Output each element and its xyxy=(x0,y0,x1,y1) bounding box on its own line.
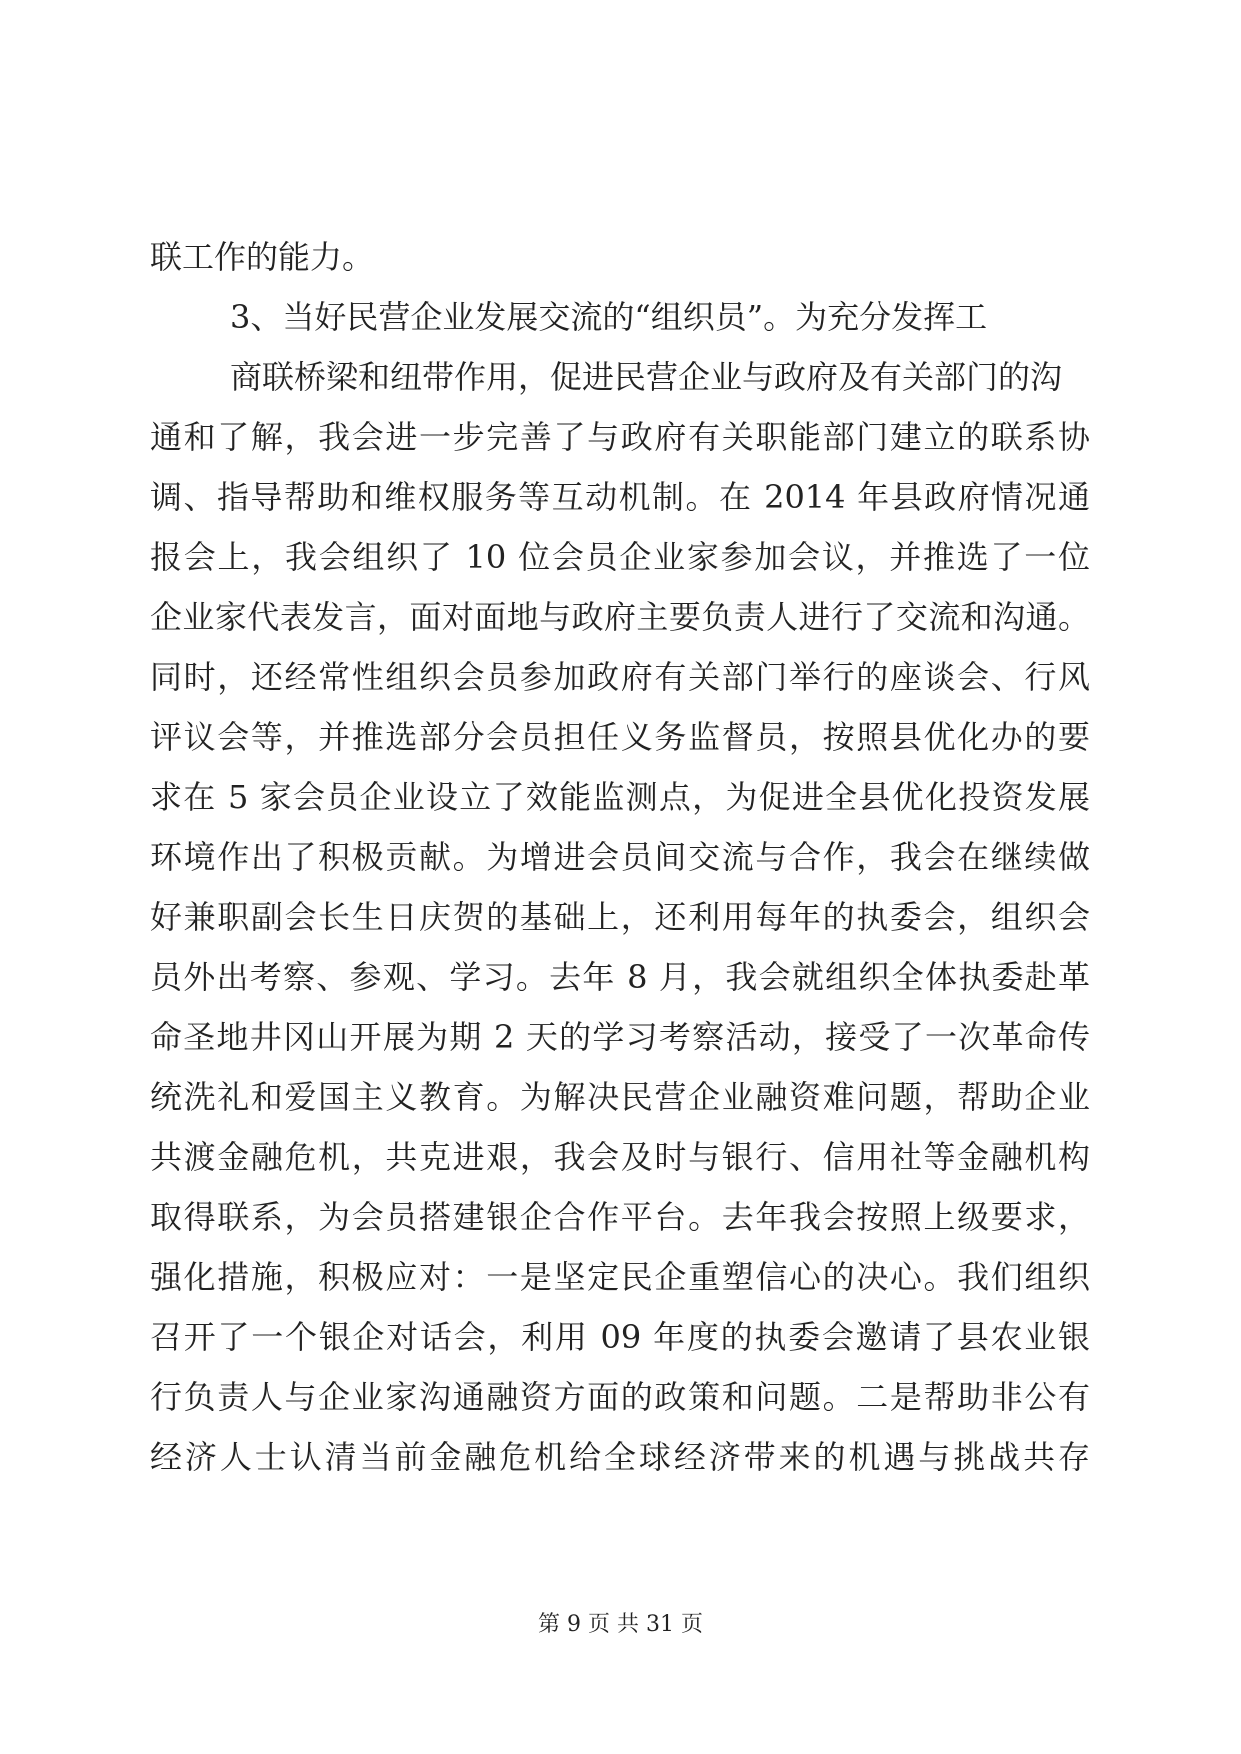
page-footer xyxy=(0,1610,1241,1640)
text-line: 好兼职副会长生日庆贺的基础上，还利用每年的执委会，组织会 xyxy=(150,898,1090,936)
text-line: 同时，还经常性组织会员参加政府有关部门举行的座谈会、行风 xyxy=(150,658,1090,696)
text-line: 统洗礼和爱国主义教育。为解决民营企业融资难问题，帮助企业 xyxy=(150,1078,1090,1116)
text-line: 企业家代表发言，面对面地与政府主要负责人进行了交流和沟通。 xyxy=(150,598,1090,636)
text-line: 经济人士认清当前金融危机给全球经济带来的机遇与挑战共存 xyxy=(150,1438,1090,1476)
text-line: 报会上，我会组织了 10 位会员企业家参加会议，并推选了一位 xyxy=(150,538,1090,576)
text-line: 通和了解，我会进一步完善了与政府有关职能部门建立的联系协 xyxy=(150,418,1090,456)
text-line: 共渡金融危机，共克进艰，我会及时与银行、信用社等金融机构 xyxy=(150,1138,1090,1176)
text-line: 强化措施，积极应对：一是坚定民企重塑信心的决心。我们组织 xyxy=(150,1258,1090,1296)
body-text xyxy=(150,227,1090,1487)
text-line: 调、指导帮助和维权服务等互动机制。在 2014 年县政府情况通 xyxy=(150,478,1090,516)
page-number: 第 9 页 共 31 页 xyxy=(538,1612,703,1637)
text-line: 行负责人与企业家沟通融资方面的政策和问题。二是帮助非公有 xyxy=(150,1378,1090,1416)
text-line: 求在 5 家会员企业设立了效能监测点，为促进全县优化投资发展 xyxy=(150,778,1090,816)
text-line: 取得联系，为会员搭建银企合作平台。去年我会按照上级要求， xyxy=(150,1198,1090,1236)
text-line: 3、当好民营企业发展交流的“组织员”。为充分发挥工 xyxy=(230,298,988,336)
text-line: 命圣地井冈山开展为期 2 天的学习考察活动，接受了一次革命传 xyxy=(150,1018,1090,1056)
text-line: 评议会等，并推选部分会员担任义务监督员，按照县优化办的要 xyxy=(150,718,1090,756)
text-line: 员外出考察、参观、学习。去年 8 月，我会就组织全体执委赴革 xyxy=(150,958,1090,996)
text-line: 联工作的能力。 xyxy=(150,238,375,276)
text-line: 商联桥梁和纽带作用，促进民营企业与政府及有关部门的沟 xyxy=(230,358,1063,396)
text-line: 召开了一个银企对话会，利用 09 年度的执委会邀请了县农业银 xyxy=(150,1318,1090,1356)
text-line: 环境作出了积极贡献。为增进会员间交流与合作，我会在继续做 xyxy=(150,838,1090,876)
